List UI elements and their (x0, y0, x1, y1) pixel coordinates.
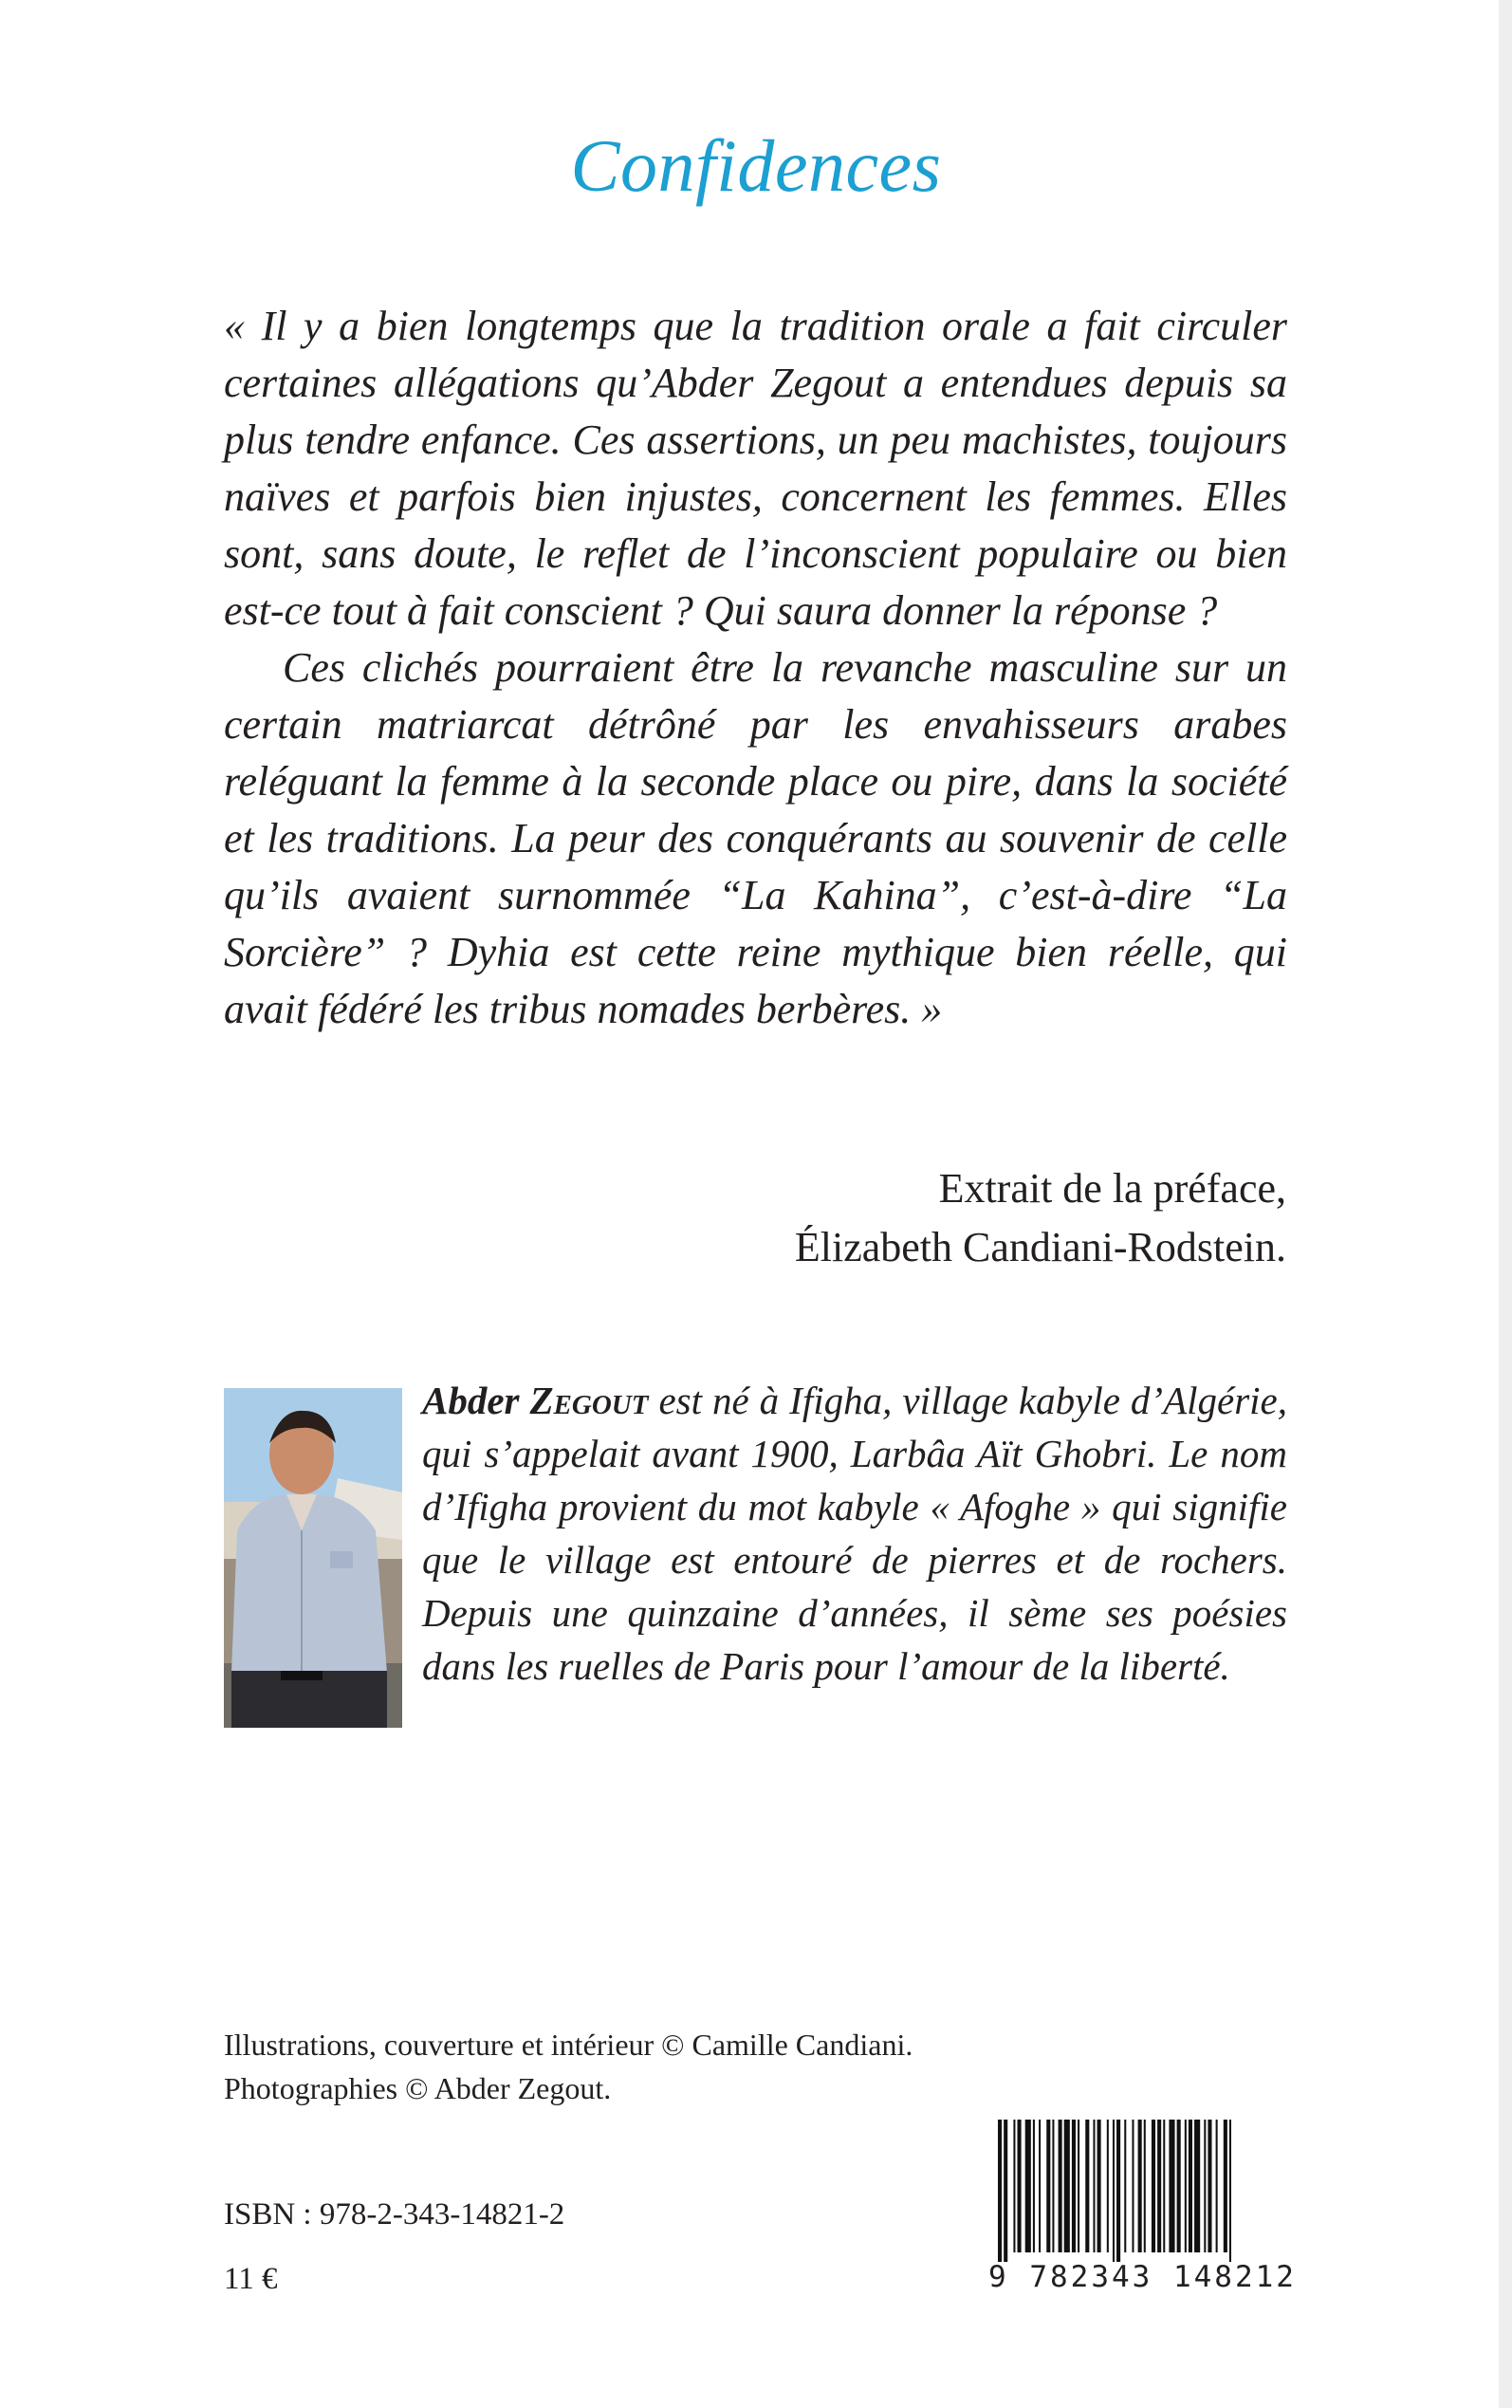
author-first-name: Abder (422, 1379, 520, 1422)
barcode-bar (1138, 2120, 1142, 2252)
author-name (422, 1379, 648, 1422)
author-biography (422, 1374, 1287, 1693)
credits (224, 2023, 913, 2110)
book-title: Confidences (570, 124, 942, 207)
barcode-bar (1052, 2120, 1054, 2252)
barcode-bar (1157, 2120, 1161, 2252)
barcode-bar (1163, 2120, 1165, 2252)
barcode-bar (1004, 2120, 1007, 2262)
barcode-bar (1064, 2120, 1070, 2252)
price: 11 € (224, 2262, 278, 2296)
barcode-bar (1107, 2120, 1109, 2252)
barcode-digits: 9 782343 148212 (988, 2260, 1297, 2294)
barcode-bar (1072, 2120, 1076, 2252)
barcode-bar (1116, 2120, 1120, 2262)
preface-attribution (795, 1159, 1286, 1277)
barcode-bar (1185, 2120, 1187, 2252)
barcode-bar (1229, 2120, 1231, 2262)
barcode-bar (998, 2120, 1002, 2262)
isbn: ISBN : 978-2-343-14821-2 (224, 2197, 565, 2232)
barcode-bar (1204, 2120, 1206, 2252)
barcode-bar (1085, 2120, 1089, 2252)
barcode-bar (1224, 2120, 1227, 2252)
preface-paragraph-1: « Il y a bien longtemps que la tradition orale a fait circuler certaines allégations qu’Abder Zegout a entendues depuis sa plus tendre enfance. Ces assertions, un peu machistes, toujours naïves et parfois bien injustes, concernent les femmes. Elles sont, sans doute, le reflet de l’inconscient populaire ou bien est-ce tout à fait conscient ? Qui saura donner la réponse ? (224, 303, 1287, 634)
author-photo (224, 1388, 402, 1728)
preface-excerpt (224, 298, 1287, 1038)
barcode-bar (1124, 2120, 1126, 2252)
barcode-bar (1097, 2120, 1101, 2252)
barcode-bar (1169, 2120, 1174, 2252)
barcode-bar (1144, 2120, 1146, 2252)
barcode-bar (1059, 2120, 1062, 2252)
photo-credit: Photographies © Abder Zegout. (224, 2071, 612, 2105)
right-edge-strip (1499, 0, 1512, 2408)
author-bio-text: est né à Ifigha, village kabyle d’Algérie, qui s’appelait avant 1900, Larbâa Aït Ghobri. Le nom d’Ifigha provient du mot kabyle « Afoghe » qui signifie que le village est entouré de pierres et de rochers. Depuis une quinzaine d’années, il sème ses poésies dans les ruelles de Paris pour l’amour de la liberté. (422, 1379, 1287, 1688)
barcode-bar (1025, 2120, 1031, 2252)
barcode-bar (1208, 2120, 1211, 2252)
barcode-bar (1013, 2120, 1015, 2252)
barcode-bar (1177, 2120, 1181, 2252)
barcode-bar (1216, 2120, 1218, 2252)
barcode-bar (1018, 2120, 1022, 2252)
isbn-barcode (988, 2114, 1297, 2300)
barcode-bar (1194, 2120, 1200, 2252)
barcode-bar (1113, 2120, 1115, 2262)
attribution-author: Élizabeth Candiani-Rodstein. (794, 1224, 1286, 1270)
attribution-source: Extrait de la préface, (938, 1165, 1286, 1212)
barcode-bar (1033, 2120, 1035, 2252)
barcode-bar (1078, 2120, 1079, 2252)
author-last-name-rest: egout (553, 1379, 649, 1422)
barcode-bars (996, 2120, 1284, 2262)
illustration-credit: Illustrations, couverture et intérieur © Camille Candiani. (224, 2028, 913, 2062)
barcode-bar (1093, 2120, 1095, 2252)
barcode-bar (1152, 2120, 1155, 2252)
barcode-bar (1046, 2120, 1050, 2252)
barcode-bar (1189, 2120, 1192, 2252)
barcode-bar (1039, 2120, 1041, 2252)
author-last-name-initial: Z (529, 1379, 554, 1422)
preface-paragraph-2: Ces clichés pourraient être la revanche masculine sur un certain matriarcat détrôné par les envahisseurs arabes reléguant la femme à la seconde place ou pire, dans la société et les traditions. La peur des conquérants au souvenir de celle qu’ils avaient surnommée “La Kahina”, c’est-à-dire “La Sorcière” ? Dyhia est cette reine mythique bien réelle, qui avait fédéré les tribus nomades berbères. » (224, 644, 1287, 1032)
barcode-bar (1132, 2120, 1134, 2252)
